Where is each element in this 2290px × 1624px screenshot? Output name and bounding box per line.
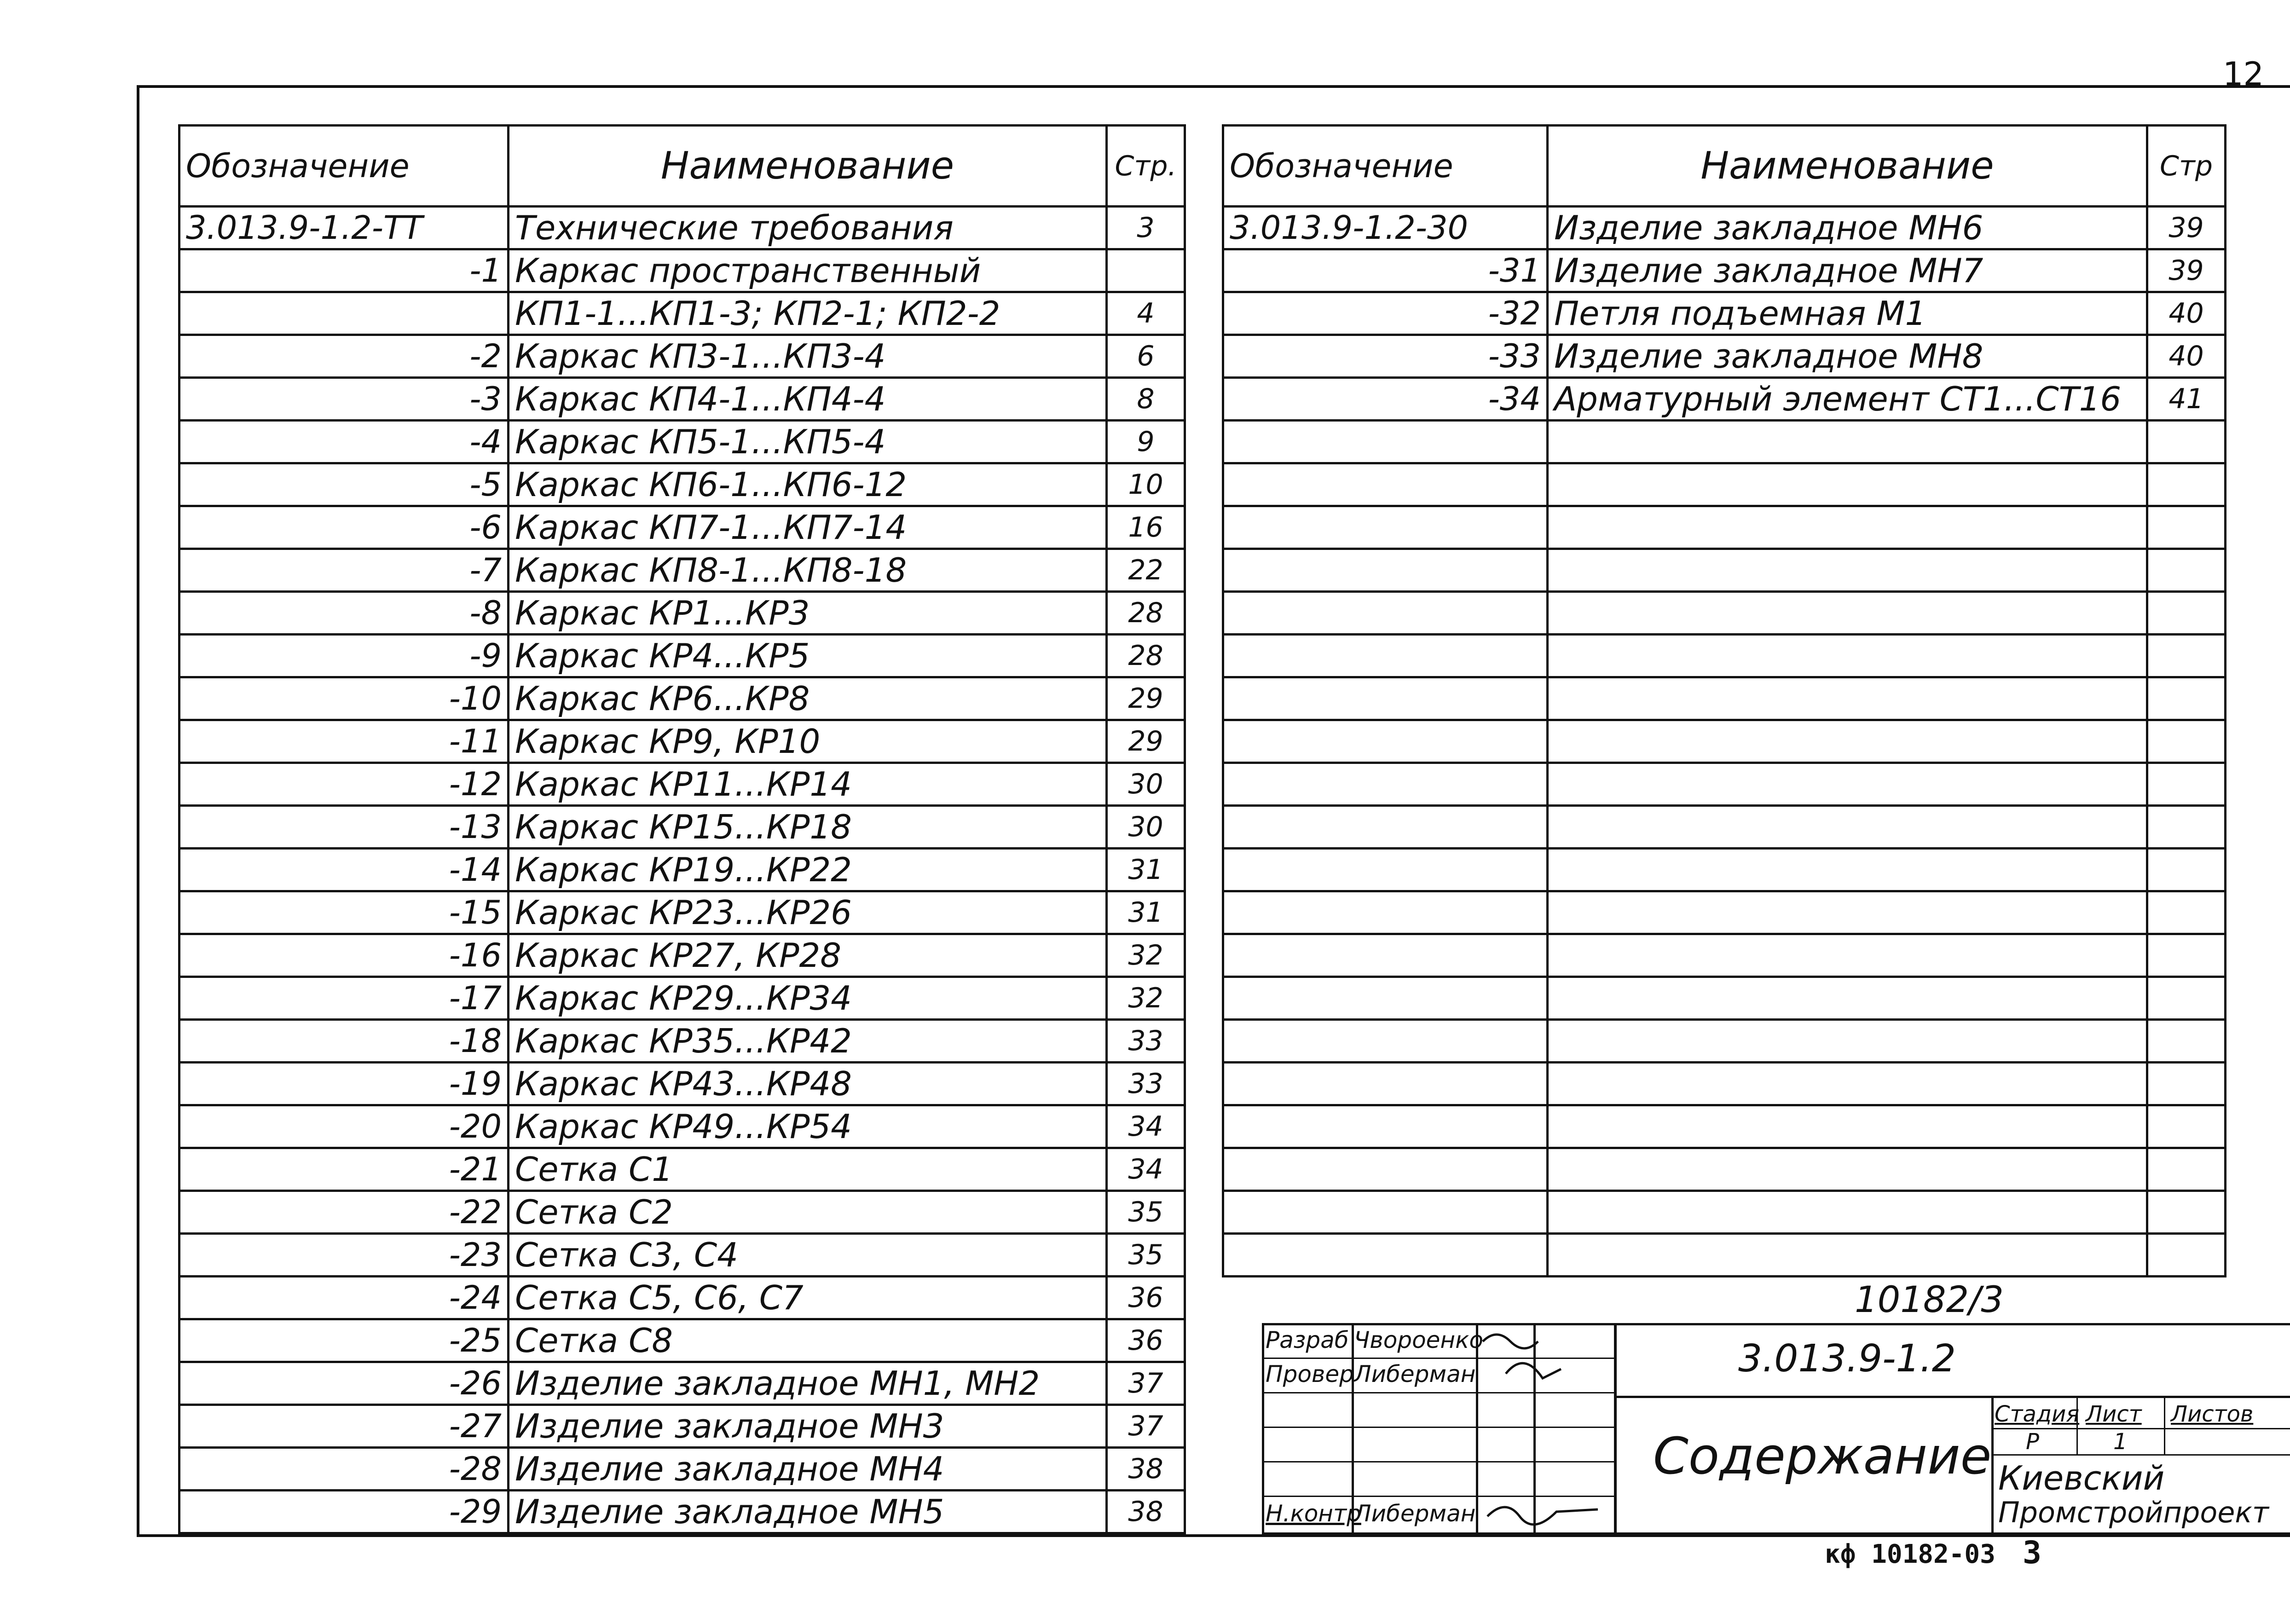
table-row: [179, 677, 1185, 720]
page-cell: 8: [1107, 378, 1185, 421]
designation-cell: -26: [179, 1362, 509, 1405]
page-cell: 34: [1107, 1148, 1185, 1191]
page-cell: 16: [1107, 506, 1185, 549]
table-row: [1223, 592, 2226, 635]
name-cell: Каркас КП5-1...КП5-4: [509, 421, 1107, 463]
designation-cell: [1223, 677, 1548, 720]
page-cell: 38: [1107, 1491, 1185, 1533]
name-cell: Изделие закладное МН7: [1548, 249, 2147, 292]
page-cell: [1107, 249, 1185, 292]
designation-cell: -11: [179, 720, 509, 763]
table-row: [1223, 463, 2226, 506]
sheet-label: Лист: [2086, 1401, 2142, 1427]
designation-cell: [1223, 1063, 1548, 1105]
page-cell: [2147, 934, 2226, 977]
role-norm-control: Н.контр: [1266, 1500, 1361, 1527]
designation-cell: -1: [179, 249, 509, 292]
page-cell: [2147, 891, 2226, 934]
organization-line2: Промстройпроект: [1998, 1496, 2269, 1529]
page-cell: [2147, 720, 2226, 763]
designation-cell: [1223, 463, 1548, 506]
table-row: [179, 249, 1185, 292]
page-cell: 29: [1107, 677, 1185, 720]
sheet-value: 1: [2113, 1429, 2128, 1455]
page-cell: 39: [2147, 249, 2226, 292]
name-developer: Чвороенко: [1354, 1327, 1483, 1353]
page-cell: 37: [1107, 1362, 1185, 1405]
name-cell: [1548, 1148, 2147, 1191]
designation-cell: -19: [179, 1063, 509, 1105]
designation-cell: [1223, 1191, 1548, 1234]
designation-cell: -17: [179, 977, 509, 1020]
stage-value: Р: [2026, 1429, 2039, 1455]
table-row: [1223, 763, 2226, 806]
table-row: [179, 335, 1185, 378]
page-cell: 22: [1107, 549, 1185, 592]
page-cell: 30: [1107, 806, 1185, 849]
designation-cell: [1223, 934, 1548, 977]
table-row: [179, 849, 1185, 891]
name-cell: Технические требования: [509, 207, 1107, 249]
designation-cell: -7: [179, 549, 509, 592]
name-cell: Каркас КП3-1...КП3-4: [509, 335, 1107, 378]
name-cell: Изделие закладное МН5: [509, 1491, 1107, 1533]
corner-mark: 12: [2223, 55, 2264, 93]
designation-cell: [1223, 891, 1548, 934]
page-cell: 39: [2147, 207, 2226, 249]
table-row: [179, 592, 1185, 635]
table-row: [1223, 635, 2226, 677]
designation-cell: -31: [1223, 249, 1548, 292]
designation-cell: -4: [179, 421, 509, 463]
designation-cell: [1223, 977, 1548, 1020]
name-cell: [1548, 806, 2147, 849]
page-cell: [2147, 1063, 2226, 1105]
table-row: [179, 977, 1185, 1020]
designation-cell: [1223, 421, 1548, 463]
name-cell: Каркас КР1...КР3: [509, 592, 1107, 635]
table-row: [1223, 720, 2226, 763]
name-cell: [1548, 849, 2147, 891]
designation-cell: [1223, 1234, 1548, 1277]
designation-cell: -29: [179, 1491, 509, 1533]
page-number: 3: [2023, 1535, 2041, 1571]
name-cell: [1548, 1105, 2147, 1148]
page-cell: [2147, 463, 2226, 506]
name-cell: Каркас КР6...КР8: [509, 677, 1107, 720]
name-cell: Сетка С5, С6, С7: [509, 1277, 1107, 1319]
name-cell: Сетка С2: [509, 1191, 1107, 1234]
name-cell: Изделие закладное МН6: [1548, 207, 2147, 249]
page-cell: 31: [1107, 849, 1185, 891]
page-cell: 32: [1107, 977, 1185, 1020]
page-cell: 33: [1107, 1020, 1185, 1063]
page-cell: [2147, 1148, 2226, 1191]
name-cell: Каркас пространственный: [509, 249, 1107, 292]
page-cell: 29: [1107, 720, 1185, 763]
name-cell: [1548, 891, 2147, 934]
table-row: [179, 207, 1185, 249]
page-cell: [2147, 1105, 2226, 1148]
organization-line1: Киевский: [1998, 1459, 2165, 1497]
archive-code: кф 10182-03: [1825, 1539, 1995, 1569]
designation-cell: [1223, 806, 1548, 849]
designation-cell: [1223, 549, 1548, 592]
name-cell: КП1-1...КП1-3; КП2-1; КП2-2: [509, 292, 1107, 335]
page-cell: 36: [1107, 1277, 1185, 1319]
name-cell: Каркас КП7-1...КП7-14: [509, 506, 1107, 549]
designation-cell: -33: [1223, 335, 1548, 378]
designation-cell: [1223, 635, 1548, 677]
table-row: [1223, 891, 2226, 934]
designation-cell: -34: [1223, 378, 1548, 421]
table-row: [1223, 1234, 2226, 1277]
signature-marks: [1478, 1323, 1612, 1535]
inventory-number: 10182/3: [1855, 1279, 2004, 1321]
page-cell: 30: [1107, 763, 1185, 806]
name-cell: Каркас КР49...КР54: [509, 1105, 1107, 1148]
designation-cell: [1223, 763, 1548, 806]
table-row: [179, 934, 1185, 977]
page-cell: 35: [1107, 1234, 1185, 1277]
name-cell: Изделие закладное МН3: [509, 1405, 1107, 1448]
table-row: [179, 1319, 1185, 1362]
sheets-label: Листов: [2171, 1401, 2254, 1427]
page-cell: 4: [1107, 292, 1185, 335]
name-cell: [1548, 934, 2147, 977]
title-block: [1262, 1323, 2290, 1535]
name-cell: Сетка С3, С4: [509, 1234, 1107, 1277]
table-row: [179, 421, 1185, 463]
table-row: [1223, 378, 2226, 421]
designation-cell: 3.013.9-1.2-ТТ: [179, 207, 509, 249]
page-cell: 35: [1107, 1191, 1185, 1234]
header-designation: Обозначение: [1223, 126, 1548, 207]
table-row: [1223, 335, 2226, 378]
name-cell: [1548, 977, 2147, 1020]
header-row: [179, 126, 1185, 207]
table-row: [179, 806, 1185, 849]
designation-cell: -21: [179, 1148, 509, 1191]
page-cell: 33: [1107, 1063, 1185, 1105]
page-cell: 38: [1107, 1448, 1185, 1491]
name-cell: Сетка С1: [509, 1148, 1107, 1191]
table-row: [179, 1277, 1185, 1319]
page-cell: 6: [1107, 335, 1185, 378]
designation-cell: -14: [179, 849, 509, 891]
table-row: [179, 378, 1185, 421]
table-row: [1223, 1020, 2226, 1063]
designation-cell: -15: [179, 891, 509, 934]
name-cell: [1548, 1234, 2147, 1277]
name-cell: Каркас КР43...КР48: [509, 1063, 1107, 1105]
name-cell: [1548, 421, 2147, 463]
name-cell: Сетка С8: [509, 1319, 1107, 1362]
designation-cell: [1223, 720, 1548, 763]
designation-cell: [179, 292, 509, 335]
name-cell: Каркас КР29...КР34: [509, 977, 1107, 1020]
name-cell: [1548, 463, 2147, 506]
table-row: [179, 891, 1185, 934]
page-cell: 9: [1107, 421, 1185, 463]
name-cell: [1548, 1020, 2147, 1063]
role-checker: Провер: [1266, 1361, 1354, 1387]
name-cell: [1548, 549, 2147, 592]
name-cell: Изделие закладное МН4: [509, 1448, 1107, 1491]
designation-cell: -12: [179, 763, 509, 806]
table-row: [179, 292, 1185, 335]
table-row: [1223, 1105, 2226, 1148]
name-cell: Изделие закладное МН8: [1548, 335, 2147, 378]
designation-cell: -23: [179, 1234, 509, 1277]
page-cell: [2147, 677, 2226, 720]
designation-cell: -2: [179, 335, 509, 378]
designation-cell: -6: [179, 506, 509, 549]
table-row: [1223, 207, 2226, 249]
table-row: [1223, 934, 2226, 977]
designation-cell: -20: [179, 1105, 509, 1148]
table-row: [179, 1405, 1185, 1448]
designation-cell: [1223, 592, 1548, 635]
name-cell: [1548, 1191, 2147, 1234]
table-row: [179, 763, 1185, 806]
page-cell: 10: [1107, 463, 1185, 506]
designation-cell: [1223, 1148, 1548, 1191]
name-cell: [1548, 677, 2147, 720]
table-row: [1223, 849, 2226, 891]
page-cell: [2147, 977, 2226, 1020]
name-cell: [1548, 1063, 2147, 1105]
table-row: [179, 1020, 1185, 1063]
table-row: [1223, 506, 2226, 549]
table-row: [179, 506, 1185, 549]
designation-cell: -28: [179, 1448, 509, 1491]
header-name: Наименование: [1548, 126, 2147, 207]
table-row: [1223, 677, 2226, 720]
page-cell: 3: [1107, 207, 1185, 249]
designation-cell: -3: [179, 378, 509, 421]
name-cell: Каркас КП6-1...КП6-12: [509, 463, 1107, 506]
page-cell: [2147, 1020, 2226, 1063]
designation-cell: [1223, 849, 1548, 891]
page-cell: [2147, 1234, 2226, 1277]
table-row: [179, 720, 1185, 763]
designation-cell: [1223, 1105, 1548, 1148]
name-cell: [1548, 592, 2147, 635]
header-designation: Обозначение: [179, 126, 509, 207]
page-cell: [2147, 1191, 2226, 1234]
name-cell: Каркас КР27, КР28: [509, 934, 1107, 977]
page-cell: 40: [2147, 335, 2226, 378]
page-cell: [2147, 635, 2226, 677]
role-developer: Разраб: [1266, 1327, 1349, 1353]
page-cell: [2147, 763, 2226, 806]
header-page: Стр.: [1107, 126, 1185, 207]
table-row: [179, 463, 1185, 506]
name-cell: Каркас КП8-1...КП8-18: [509, 549, 1107, 592]
page-cell: 36: [1107, 1319, 1185, 1362]
name-cell: Арматурный элемент СТ1...СТ16: [1548, 378, 2147, 421]
table-row: [179, 1191, 1185, 1234]
page-cell: 37: [1107, 1405, 1185, 1448]
designation-cell: -22: [179, 1191, 509, 1234]
page-cell: [2147, 806, 2226, 849]
name-cell: Каркас КР35...КР42: [509, 1020, 1107, 1063]
page-cell: 28: [1107, 592, 1185, 635]
name-cell: Каркас КР9, КР10: [509, 720, 1107, 763]
name-checker: Либерман: [1354, 1361, 1476, 1387]
name-cell: Каркас КР15...КР18: [509, 806, 1107, 849]
name-cell: [1548, 635, 2147, 677]
table-row: [1223, 292, 2226, 335]
name-cell: Петля подъемная М1: [1548, 292, 2147, 335]
name-cell: Изделие закладное МН1, МН2: [509, 1362, 1107, 1405]
name-cell: [1548, 720, 2147, 763]
contents-table-left: [178, 124, 1186, 1534]
table-row: [179, 1105, 1185, 1148]
page-cell: 32: [1107, 934, 1185, 977]
designation-cell: [1223, 506, 1548, 549]
designation-cell: -5: [179, 463, 509, 506]
page-cell: 28: [1107, 635, 1185, 677]
header-row: [1223, 126, 2226, 207]
table-row: [179, 1448, 1185, 1491]
stage-label: Стадия: [1995, 1401, 2080, 1427]
designation-cell: -8: [179, 592, 509, 635]
designation-cell: -25: [179, 1319, 509, 1362]
table-row: [1223, 249, 2226, 292]
designation-cell: -16: [179, 934, 509, 977]
name-cell: [1548, 506, 2147, 549]
table-row: [179, 1148, 1185, 1191]
table-row: [179, 549, 1185, 592]
page-cell: [2147, 549, 2226, 592]
page-cell: 40: [2147, 292, 2226, 335]
name-cell: Каркас КР11...КР14: [509, 763, 1107, 806]
sheet-title: Содержание: [1653, 1427, 1992, 1485]
page-cell: [2147, 506, 2226, 549]
table-row: [1223, 1063, 2226, 1105]
contents-table-right: [1222, 124, 2226, 1277]
table-row: [1223, 549, 2226, 592]
table-row: [179, 1362, 1185, 1405]
table-row: [179, 1063, 1185, 1105]
designation-cell: -24: [179, 1277, 509, 1319]
name-norm-control: Либерман: [1354, 1500, 1476, 1527]
designation-cell: -10: [179, 677, 509, 720]
table-row: [179, 635, 1185, 677]
designation-cell: -9: [179, 635, 509, 677]
designation-cell: -27: [179, 1405, 509, 1448]
name-cell: Каркас КП4-1...КП4-4: [509, 378, 1107, 421]
designation-cell: [1223, 1020, 1548, 1063]
table-row: [1223, 1148, 2226, 1191]
table-row: [1223, 977, 2226, 1020]
name-cell: [1548, 763, 2147, 806]
designation-cell: 3.013.9-1.2-30: [1223, 207, 1548, 249]
table-row: [1223, 806, 2226, 849]
header-page: Стр: [2147, 126, 2226, 207]
designation-cell: -18: [179, 1020, 509, 1063]
page-cell: [2147, 592, 2226, 635]
name-cell: Каркас КР19...КР22: [509, 849, 1107, 891]
page-cell: [2147, 849, 2226, 891]
table-row: [1223, 1191, 2226, 1234]
page-cell: 31: [1107, 891, 1185, 934]
name-cell: Каркас КР4...КР5: [509, 635, 1107, 677]
page-cell: [2147, 421, 2226, 463]
table-row: [179, 1491, 1185, 1533]
table-row: [179, 1234, 1185, 1277]
designation-cell: -32: [1223, 292, 1548, 335]
designation-cell: -13: [179, 806, 509, 849]
header-name: Наименование: [509, 126, 1107, 207]
document-code: 3.013.9-1.2: [1738, 1337, 1956, 1381]
page-cell: 41: [2147, 378, 2226, 421]
table-row: [1223, 421, 2226, 463]
page-cell: 34: [1107, 1105, 1185, 1148]
name-cell: Каркас КР23...КР26: [509, 891, 1107, 934]
